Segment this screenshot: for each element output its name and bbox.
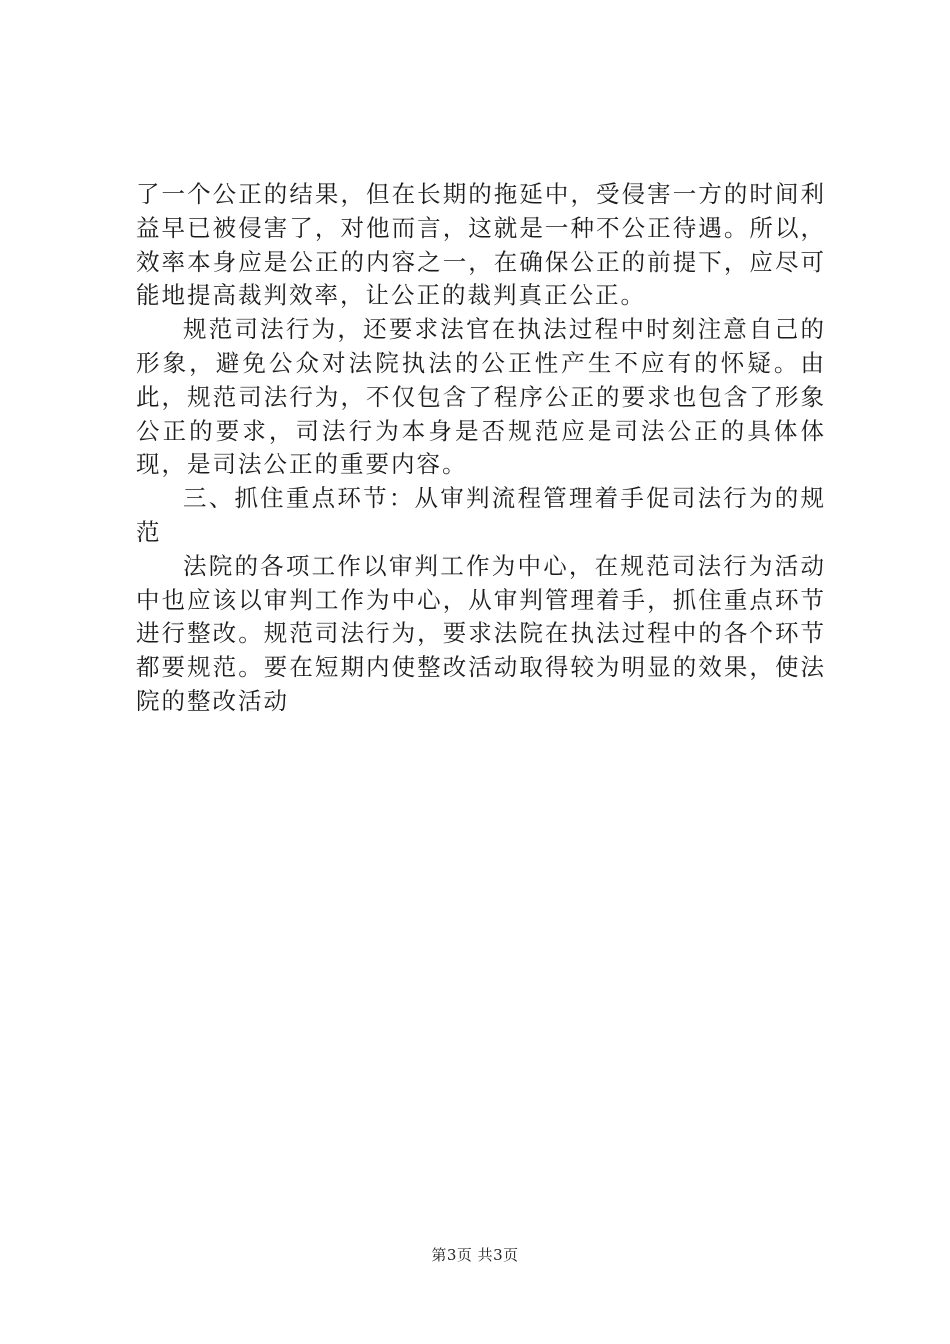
paragraph-continuation: 了一个公正的结果，但在长期的拖延中，受侵害一方的时间利益早已被侵害了，对他而言，这就是一种不公正待遇。所以，效率本身应是公正的内容之一，在确保公正的前提下，应尽可能地提高裁判效率，让公正的裁判真正公正。 <box>136 180 826 310</box>
page-number-footer: 第3页 共3页 <box>431 1246 519 1264</box>
document-body <box>136 178 826 719</box>
paragraph-trial-management: 法院的各项工作以审判工作为中心，在规范司法行为活动中也应该以审判工作为中心，从审判管理着手，抓住重点环节进行整改。规范司法行为，要求法院在执法过程中的各个环节都要规范。要在短期内使整改活动取得较为明显的效果，使法院的整改活动 <box>136 551 826 715</box>
section-heading-three: 三、抓住重点环节：从审判流程管理着手促司法行为的规范 <box>136 484 826 546</box>
paragraph-standardize-judicial-conduct: 规范司法行为，还要求法官在执法过程中时刻注意自己的形象，避免公众对法院执法的公正性产生不应有的怀疑。由此，规范司法行为，不仅包含了程序公正的要求也包含了形象公正的要求，司法行为本身是否规范应是司法公正的具体体现，是司法公正的重要内容。 <box>136 315 826 479</box>
